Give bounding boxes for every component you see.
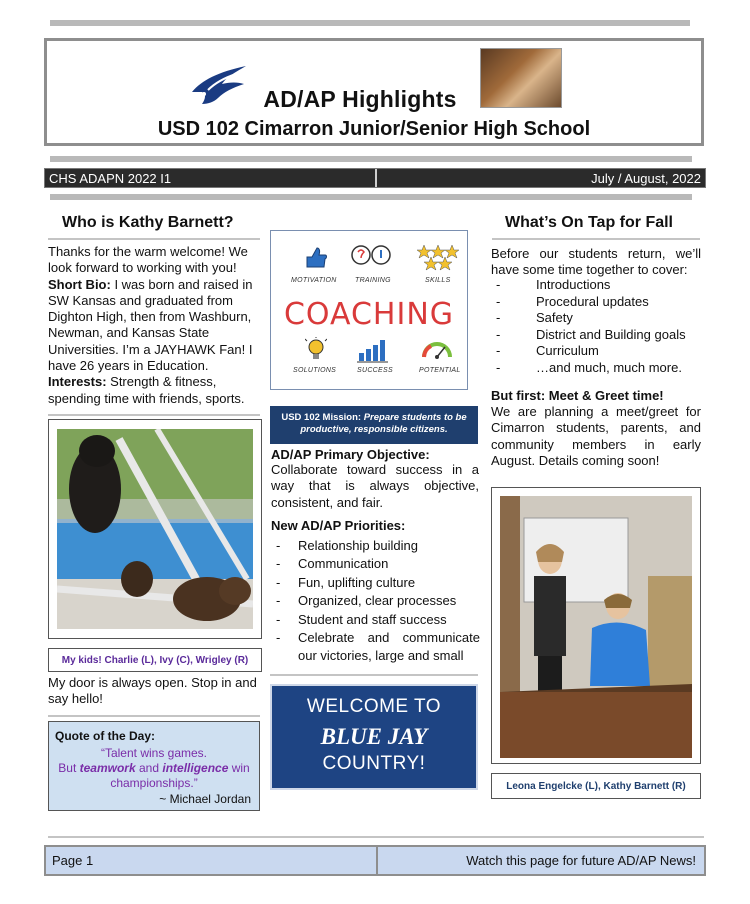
issue-info-bar	[44, 168, 706, 188]
quote-emph-teamwork: teamwork	[79, 761, 136, 775]
right-heading: What’s On Tap for Fall	[505, 214, 673, 231]
bio-paragraph	[48, 244, 262, 407]
quote-emph-intelligence: intelligence	[162, 761, 229, 775]
welcome-line-2: BLUE JAY	[320, 724, 428, 749]
staff-photo	[500, 496, 692, 758]
solutions-icon	[305, 337, 327, 363]
priorities-list	[272, 537, 480, 666]
dogs-photo	[57, 429, 253, 629]
meet-text: We are planning a meet/greet for Cimarron students, parents, and community members in early August. Details coming soon!	[491, 404, 701, 468]
label-training: TRAINING	[355, 277, 391, 284]
objective-text: Collaborate toward success in a way that is always objective, consistent, and fair.	[271, 462, 479, 510]
quote-line-2a: But	[58, 761, 80, 775]
issue-number: CHS ADAPN 2022 I1	[49, 171, 172, 186]
label-motivation: MOTIVATION	[291, 277, 337, 284]
coaching-graphic	[270, 230, 468, 390]
info-rule	[50, 194, 692, 200]
dogs-photo-frame	[48, 419, 262, 639]
training-icon	[349, 243, 393, 271]
priorities-heading: New AD/AP Priorities:	[271, 518, 406, 533]
intro-text: Thanks for the warm welcome! We look forward to working with you!	[48, 244, 248, 276]
priority-item: - Organized, clear processes	[272, 592, 480, 610]
priority-item: - Fun, uplifting culture	[272, 574, 480, 592]
fall-topic-item: - Introductions	[492, 277, 702, 294]
fall-topic-item: - District and Building goals	[492, 327, 702, 344]
mission-text: Prepare students to be productive, responsible citizens.	[300, 412, 467, 435]
fall-topic-item: - Safety	[492, 310, 702, 327]
center-priorities-rule	[270, 674, 478, 676]
staff-photo-frame	[491, 487, 701, 764]
interests-label: Interests:	[48, 374, 107, 390]
fall-intro: Before our students return, we’ll have some time together to cover:	[491, 246, 701, 278]
coaching-word: COACHING	[283, 297, 455, 332]
info-divider	[375, 169, 377, 187]
page-footer	[44, 845, 706, 876]
quote-line-2c: and	[135, 761, 163, 775]
quote-title: Quote of the Day:	[55, 729, 156, 743]
fall-topic-item: - Curriculum	[492, 343, 702, 360]
success-icon	[357, 337, 389, 363]
priority-item: - Student and staff success	[272, 611, 480, 629]
fall-topic-item: - Procedural updates	[492, 294, 702, 311]
page-number: Page 1	[52, 853, 94, 868]
header-dog-photo	[480, 48, 562, 108]
footer-note: Watch this page for future AD/AP News!	[466, 853, 696, 868]
left-heading: Who is Kathy Barnett?	[62, 214, 234, 231]
mission-box	[270, 406, 478, 444]
door-text: My door is always open. Stop in and say hello!	[48, 675, 257, 707]
label-skills: SKILLS	[425, 277, 451, 284]
meet-heading: But first: Meet & Greet time!	[491, 388, 664, 403]
right-heading-rule	[492, 238, 700, 240]
header-rule	[50, 156, 692, 162]
bottom-rule	[48, 836, 704, 838]
label-potential: POTENTIAL	[419, 367, 461, 374]
mission-label: USD 102 Mission:	[281, 412, 362, 423]
bio-label: Short Bio:	[48, 276, 111, 292]
motivation-icon	[303, 245, 329, 269]
dogs-photo-caption: My kids! Charlie (L), Ivy (C), Wrigley (R)	[48, 648, 262, 672]
quote-line-1: “Talent wins games.	[100, 746, 208, 760]
skills-icon	[417, 243, 459, 271]
quote-text	[49, 746, 259, 791]
label-success: SUCCESS	[357, 367, 393, 374]
priority-item: - Communication	[272, 555, 480, 573]
school-name: USD 102 Cimarron Junior/Senior High School	[157, 118, 591, 140]
welcome-line-3: COUNTRY!	[322, 753, 426, 774]
top-rule	[50, 20, 690, 26]
objective-heading: AD/AP Primary Objective:	[271, 447, 430, 462]
staff-photo-caption: Leona Engelcke (L), Kathy Barnett (R)	[491, 773, 701, 799]
quote-line-2e: win	[228, 761, 250, 775]
potential-icon	[421, 335, 453, 363]
welcome-line-1: WELCOME TO	[306, 696, 442, 717]
quote-author: ~ Michael Jordan	[159, 792, 251, 806]
fall-topic-item: - …and much, much more.	[492, 360, 702, 377]
label-solutions: SOLUTIONS	[293, 367, 337, 374]
bio-text: I was born and raised in SW Kansas and graduated from Dighton High, then from Washburn, Newman, and Kansas State Universities. I’m a JAYHAWK Fan! I have 26 years in Education.	[48, 276, 253, 374]
newsletter-title: AD/AP Highlights	[263, 86, 457, 112]
fall-topics-list	[492, 277, 702, 377]
welcome-banner	[270, 684, 478, 790]
interests-text: Strength & fitness, spending time with friends, sports.	[48, 374, 245, 406]
priority-item: - Celebrate and communicate our victories, large and small	[272, 629, 480, 666]
left-door-rule	[48, 715, 260, 717]
issue-date: July / August, 2022	[591, 171, 701, 186]
quote-box	[48, 721, 260, 811]
left-bio-rule	[48, 414, 260, 416]
footer-divider	[376, 847, 378, 874]
priority-item: - Relationship building	[272, 537, 480, 555]
left-heading-rule	[48, 238, 260, 240]
quote-line-3: championships.”	[110, 776, 198, 790]
